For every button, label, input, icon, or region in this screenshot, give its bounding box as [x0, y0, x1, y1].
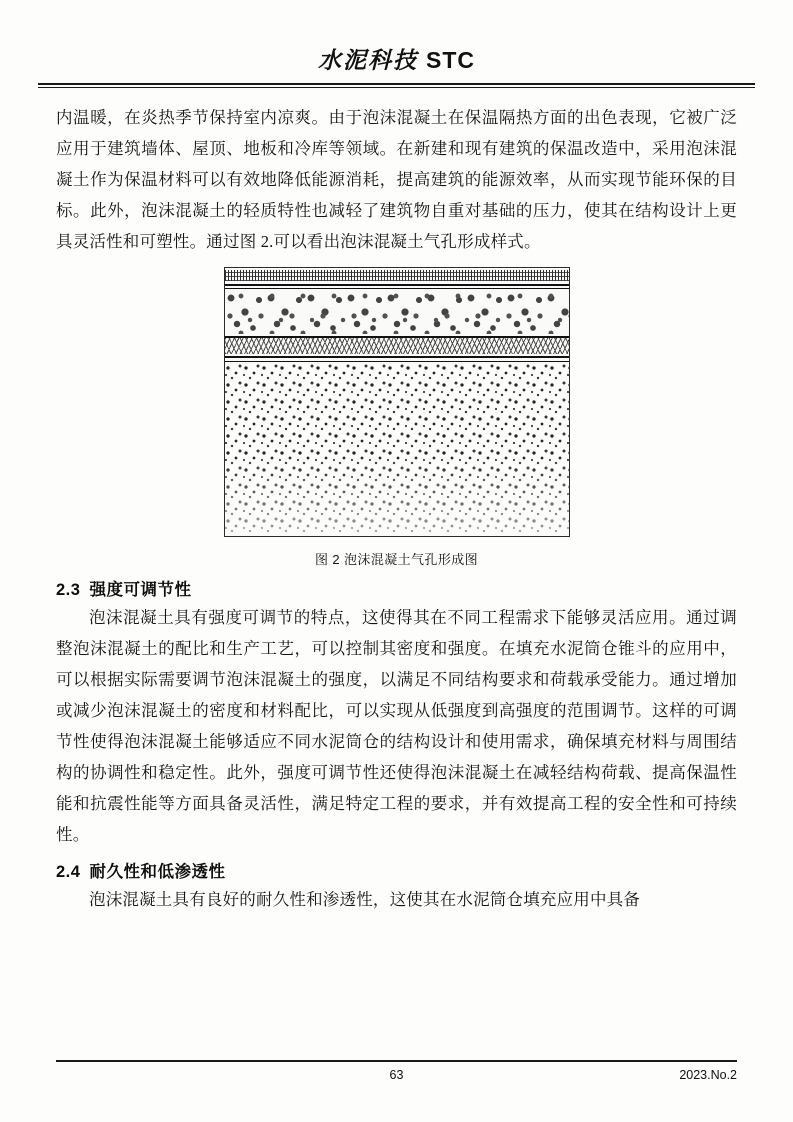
heading-2-3-number: 2.3 [56, 581, 81, 599]
figure-2-caption: 图 2 泡沫混凝土气孔形成图 [314, 552, 479, 567]
figure-speckle-region [225, 364, 569, 532]
heading-section-2-4 [56, 858, 737, 882]
heading-2-4-number: 2.4 [56, 863, 81, 881]
page-number: 63 [389, 1068, 404, 1082]
figure-rule-1 [225, 284, 569, 286]
issue-label: 2023.No.2 [679, 1068, 737, 1082]
figure-rule-2 [225, 288, 569, 289]
paragraph-section-2-4: 泡沫混凝土具有良好的耐久性和渗透性，这使其在水泥筒仓填充应用中具备 [89, 890, 641, 909]
heading-section-2-3 [56, 576, 737, 600]
journal-title [318, 42, 475, 75]
figure-rule-4 [225, 356, 569, 358]
figure-2 [56, 267, 737, 568]
heading-2-3-title: 强度可调节性 [89, 581, 192, 599]
figure-2-image [224, 267, 570, 537]
footer-divider [56, 1060, 737, 1062]
journal-title-abbr: STC [426, 47, 475, 73]
figure-top-hatch-band [225, 270, 569, 281]
figure-rule-5 [225, 361, 569, 362]
heading-2-4-title: 耐久性和低渗透性 [89, 863, 226, 881]
figure-mid-hatch-band [225, 338, 569, 354]
article-body [38, 88, 755, 915]
paragraph-section-2-3: 泡沫混凝土具有强度可调节的特点，这使得其在不同工程需求下能够灵活应用。通过调整泡沫混凝土的配比和生产工艺，可以控制其密度和强度。在填充水泥筒仓锥斗的应用中，可以根据实际需要调节泡沫混凝土的强度，以满足不同结构要求和荷载承受能力。通过增加或减少泡沫混凝土的密度和材料配比，可以实现从低强度到高强度的范围调节。这样的可调节性使得泡沫混凝土能够适应不同水泥筒仓的结构设计和使用需求，确保填充材料与周围结构的协调性和稳定性。此外，强度可调节性还使得泡沫混凝土在减轻结构荷载、提高保温性能和抗震性能等方面具备灵活性，满足特定工程的要求，并有效提高工程的安全性和可持续性。 [56, 608, 737, 844]
paragraph-continued: 内温暖，在炎热季节保持室内凉爽。由于泡沫混凝土在保温隔热方面的出色表现，它被广泛应用于建筑墙体、屋顶、地板和冷库等领域。在新建和现有建筑的保温改造中，采用泡沫混凝土作为保温材料可以有效地降低能源消耗，提高建筑的能源效率，从而实现节能环保的目标。此外，泡沫混凝土的轻质特性也减轻了建筑物自重对基础的压力，使其在结构设计上更具灵活性和可塑性。通过图 2.可以看出泡沫混凝土气孔形成样式。 [56, 108, 737, 251]
figure-bubble-band [225, 290, 569, 334]
journal-title-cn: 水泥科技 [318, 48, 418, 73]
page-footer [56, 1068, 737, 1088]
page-content-area [38, 20, 755, 1102]
page-header [38, 20, 755, 88]
